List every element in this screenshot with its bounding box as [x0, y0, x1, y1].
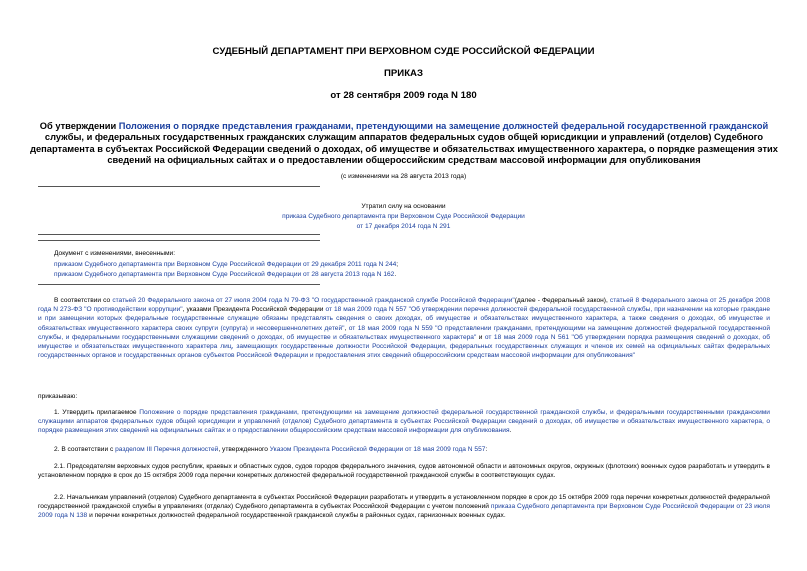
org-heading: СУДЕБНЫЙ ДЕПАРТАМЕНТ ПРИ ВЕРХОВНОМ СУДЕ РОССИЙСКОЙ ФЕДЕРАЦИИ [212, 46, 595, 57]
invalid-note-line1: Утратил силу на основании [361, 203, 446, 210]
divider [38, 240, 320, 241]
p2-link[interactable]: Указом Президента Российской Федерации от 18 мая 2009 года N 557 [269, 446, 486, 453]
doc-date-number: от 28 сентября 2009 года N 180 [330, 90, 477, 101]
p1-link[interactable]: Положение о порядке представления гражданами, претендующими на замещение должностей федеральной государственной гражданской службы, и федеральными государственными гражданскими служащими аппаратов федеральных судов общей юрисдикции и управлений (отделов) Судебного департамента в субъектах Российской Федерации сведений о доходах, об имуществе и обязательствах имущественного характера, о порядке размещения этих сведений на официальных сайтах и о предоставлении общероссийским средствам массовой информации для опубликования [38, 409, 770, 435]
paragraph-1 [38, 408, 770, 436]
amended-by-item [54, 260, 754, 269]
preamble-text: и [476, 333, 485, 341]
divider [38, 284, 320, 285]
amended-by-end: ; [396, 261, 399, 268]
preamble-text: В соответствии со [54, 297, 113, 304]
doc-type-heading: ПРИКАЗ [384, 68, 423, 79]
p21-text: 2.1. Председателям верховных судов республик, краевых и областных судов, судов городов федерального значения, судов автономной области и автономных округов, окружных (флотских) военных судов разработать и утвердить в установленном порядке в срок до 15 октября 2009 года перечни конкретных должностей федеральной государственной гражданской службы в соответствующих судах. [38, 463, 770, 480]
paragraph-2-2 [38, 493, 770, 521]
title-prefix: Об утверждении [39, 121, 119, 131]
invalid-note-link-line3-wrap[interactable] [0, 222, 807, 231]
invalid-note-link-line2[interactable]: приказа Судебного департамента при Верховном Суде Российской Федерации [282, 213, 525, 220]
preamble-text: , [344, 324, 349, 332]
p1-text: . [509, 427, 512, 435]
paragraph-2-1 [38, 462, 770, 480]
p22-text: 2.2. Начальникам управлений (отделов) Судебного департамента в субъектах Российской Федерации разработать и утвердить в установленном порядке в срок до 15 октября 2009 года перечни конкретных должностей федеральной государственной гражданской службы в управлениях (отделах) Судебного департамента в субъектах Российской Федерации с учетом положений [38, 494, 770, 511]
preamble-link[interactable]: от 18 мая 2009 года N 559 "О представлении гражданами, претендующими на замещение должностей федеральной государственной службы, и федеральными государственными служащими сведений о доходах, об имуществе и обязательствах имущественного характера" [38, 324, 771, 341]
invalid-note-link-line3[interactable]: от 17 декабря 2014 года N 291 [356, 223, 451, 230]
amended-by-end: . [394, 271, 397, 278]
preamble-link[interactable]: от 18 мая 2009 года N 561 "Об утверждении порядка размещения сведений о доходах, об имуществе и обязательствах имущественного характера лиц, замещающих государственные должности Российской Федерации, федеральных государственных служащих и членов их семей на официальных сайтах федеральных государственных органов и государственных органов субъектов Российской Федерации и предоставления этих сведений общероссийским средствам массовой информации для опубликования" [38, 333, 770, 360]
p2-text: : [485, 446, 488, 453]
p2-text: , утвержденного [218, 446, 270, 453]
p22-link[interactable]: приказа Судебного департамента при Верховном Суде Российской Федерации от 23 июля 2009 года N 138 [38, 503, 770, 520]
paragraph-2 [38, 445, 770, 454]
amended-by-intro: Документ с изменениями, внесенными: [54, 250, 176, 257]
preamble-link[interactable]: от 18 мая 2009 года N 557 "Об утверждении перечня должностей федеральной государственной службы, при назначении на которые граждане и при замещении которых федеральные государственные служащие обязаны представлять сведения о своих доходах, об имуществе и обязательствах имущественного характера, а также сведения о доходах, об имуществе и обязательствах имущественного характера своих супруги (супруга) и несовершеннолетних детей" [38, 306, 771, 332]
amendment-note: (с изменениями на 28 августа 2013 года) [340, 173, 467, 180]
preamble-text: , указами Президента Российской Федерации [182, 306, 326, 314]
order-word: приказываю: [38, 393, 78, 400]
preamble-link[interactable]: статьей 8 Федерального закона от 25 декабря 2008 года N 273-ФЗ "О противодействии коррупции" [38, 297, 770, 314]
preamble-paragraph [38, 296, 770, 360]
preamble-link[interactable]: статьей 20 Федерального закона от 27 июля 2004 года N 79-ФЗ "О государственной гражданской службе Российской Федерации" [112, 297, 515, 304]
divider [38, 186, 320, 187]
amended-by-item [54, 270, 754, 279]
amended-by-link[interactable]: приказом Судебного департамента при Верховном Суде Российской Федерации от 28 августа 2013 года N 162 [54, 271, 395, 278]
invalid-note-link[interactable] [0, 212, 807, 221]
preamble-text: (далее - Федеральный закон), [514, 297, 610, 304]
amended-by-link[interactable]: приказом Судебного департамента при Верховном Суде Российской Федерации от 29 декабря 2011 года N 244 [54, 261, 397, 268]
p2-link[interactable]: разделом III Перечня должностей [115, 446, 219, 453]
p2-text: 2. В соответствии с [54, 446, 116, 453]
title-link[interactable]: Положения о порядке представления гражданами, претендующими на замещение должностей федеральной государственной гражданской [118, 121, 769, 131]
divider [38, 234, 320, 235]
title-rest: службы, и федеральных государственных гражданских служащим аппаратов федеральных судов общей юрисдикции и управлений (отделов) Судебного департамента в субъектах Российской Федерации сведений о доходах, об имуществе и обязательствах имущественного характера, о порядке размещения этих сведений на официальных сайтах и о предоставлении общероссийским средствам массовой информации для опубликования [30, 132, 778, 166]
document-title [28, 121, 780, 167]
p22-text: и перечни конкретных должностей федеральной государственной гражданской службы в районных судах, гарнизонных военных судах. [87, 512, 506, 520]
p1-text: 1. Утвердить прилагаемое [54, 409, 140, 416]
